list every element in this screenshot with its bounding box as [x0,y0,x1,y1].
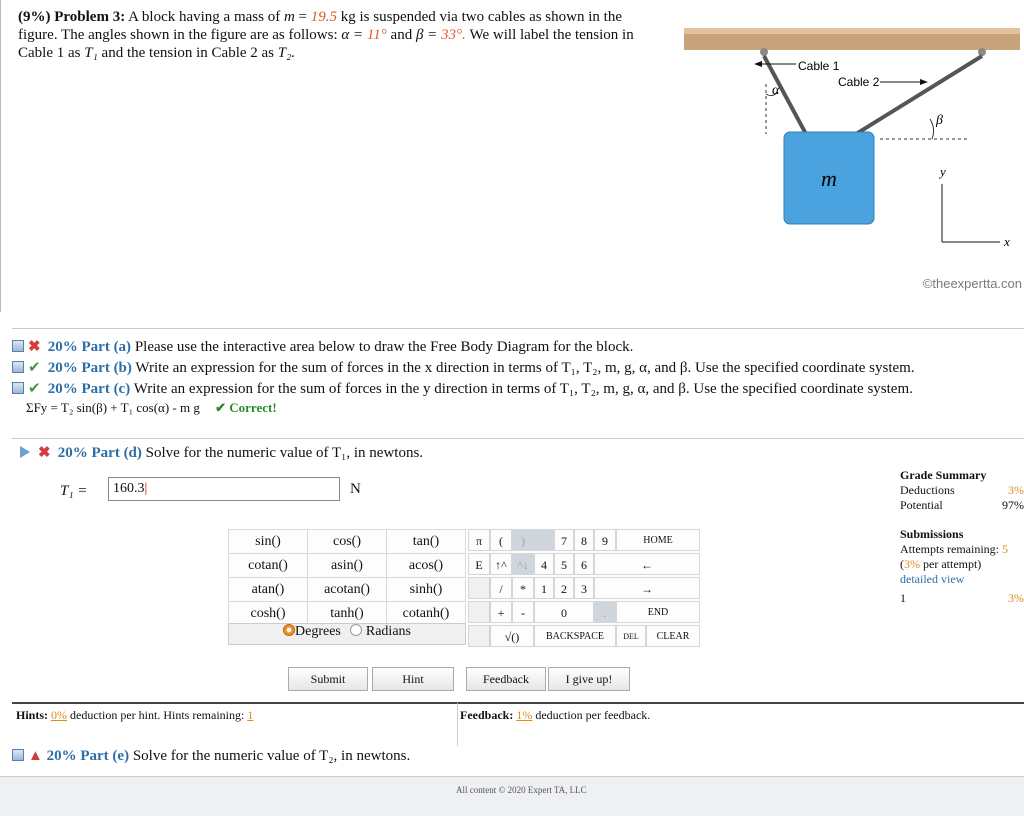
cable-2-line [856,56,982,134]
key-rparen[interactable]: ) [512,529,534,551]
t2-var: T₂. [277,45,296,61]
key-del[interactable]: DEL [616,625,646,647]
part-b-label: 20% Part (b) [47,360,132,376]
key-e[interactable]: E [468,553,490,575]
beta-arc [930,119,934,139]
function-key-cotan[interactable]: cotan() [229,554,308,578]
submission-row [900,591,1024,606]
part-e-label: 20% Part (e) [46,748,130,764]
attempts-label: Attempts remaining: [900,542,999,556]
function-key-sinh[interactable]: sinh() [387,578,466,602]
key-3[interactable]: 3 [574,577,594,599]
function-grid [228,529,466,626]
anchor-right [978,48,986,56]
degrees-label: Degrees [295,624,341,639]
key-6[interactable]: 6 [574,553,594,575]
feedback-pct: 1% [516,708,533,722]
hints-remaining: 1 [247,708,254,722]
problem-label: (9%) Problem 3: [18,9,126,25]
alpha-value: 11° [366,27,387,43]
detailed-view-link[interactable]: detailed view [900,572,965,586]
part-a-text: Please use the interactive area below to draw the Free Body Diagram for the block. [134,339,634,355]
problem-text-3: We will label the tension in Cable 1 as [18,27,634,61]
key-down[interactable]: ^↓ [512,553,534,575]
key-sqrt[interactable]: √() [490,625,534,647]
beta-label: β [936,113,943,128]
part-e-row[interactable] [12,748,410,765]
attempts-value: 5 [1001,542,1008,556]
problem-text-4: and the tension in Cable 2 as [101,45,275,61]
function-row [229,530,466,554]
key-7[interactable]: 7 [554,529,574,551]
key-blank [534,529,554,551]
potential-label: Potential [900,498,943,512]
key-clear[interactable]: CLEAR [646,625,700,647]
function-key-cos[interactable]: cos() [308,530,387,554]
text-cursor: | [144,481,148,496]
key-backspace[interactable]: BACKSPACE [534,625,616,647]
feedback-panel [458,702,1024,746]
per-attempt: (3% per attempt) [900,557,982,571]
part-d-text: Solve for the numeric value of T₁, in newtons. [145,445,424,461]
y-axis-label: y [940,164,946,179]
part-e-text: Solve for the numeric value of T₂, in newtons. [132,748,411,764]
function-key-tanh[interactable]: tanh() [308,602,387,626]
deductions-label: Deductions [900,483,955,497]
angle-mode [228,623,466,645]
key-1[interactable]: 1 [534,577,554,599]
key-div[interactable]: / [490,577,512,599]
key-up[interactable]: ↑^ [490,553,512,575]
function-key-cosh[interactable]: cosh() [229,602,308,626]
function-key-atan[interactable]: atan() [229,578,308,602]
per-attempt-pct: 3% [904,557,920,571]
key-5[interactable]: 5 [554,553,574,575]
function-key-cotanh[interactable]: cotanh() [387,602,466,626]
beta-eq: β = [415,27,438,43]
submission-pct: 3% [1008,591,1024,605]
hints-pct: 0% [51,708,68,722]
alpha-label: α [772,83,780,98]
problem-text: A block having a mass of [128,9,281,25]
problem-statement [18,8,658,62]
figure-credit: ©theexpertta.con [922,276,1022,291]
degrees-radio[interactable] [283,624,295,636]
key-lparen[interactable]: ( [490,529,512,551]
check-icon: ✔ [28,360,41,376]
function-key-sin[interactable]: sin() [229,530,308,554]
function-row [229,602,466,626]
part-c-row[interactable] [12,379,913,398]
mass-eq: = [298,9,308,25]
hints-panel [12,702,458,746]
function-key-acos[interactable]: acos() [387,554,466,578]
cable-2-label: Cable 2 [838,75,880,89]
hints-label: Hints: [16,708,49,722]
function-row [229,578,466,602]
key-home[interactable]: HOME [616,529,700,551]
feedback-text: deduction per feedback. [535,708,651,722]
feedback-label: Feedback: [460,708,514,722]
x-axis-label: x [1004,234,1010,249]
deductions-value: 3% [1008,483,1024,497]
play-icon [20,446,30,458]
cable-1-arrowhead [754,61,762,67]
function-row [229,554,466,578]
check-icon: ✔ [28,381,41,397]
key-8[interactable]: 8 [574,529,594,551]
ceiling-highlight [684,28,1020,34]
incorrect-icon: ✖ [38,445,51,461]
key-dot[interactable]: . [594,601,616,623]
t1-var: T₁ [84,45,98,61]
warning-icon: ▲ [28,748,43,764]
hint-button[interactable]: Hint [372,667,454,691]
attempts-row [900,542,1024,557]
expand-icon[interactable] [12,749,24,761]
part-b-text: Write an expression for the sum of forces in the x direction in terms of T₁, T₂, m, g, α, and β. Use the specified coordinate system. [135,360,915,376]
t1-input-label: T₁ = [60,483,88,499]
submit-button[interactable]: Submit [288,667,368,691]
give-up-button[interactable]: I give up! [548,667,630,691]
problem-figure [680,24,1024,274]
part-b-row[interactable] [12,358,915,377]
submission-number: 1 [900,591,906,605]
function-key-asin[interactable]: asin() [308,554,387,578]
answer-value: 160.3 [113,481,145,496]
key-0[interactable]: 0 [534,601,594,623]
expand-icon[interactable] [12,361,24,373]
function-key-acotan[interactable]: acotan() [308,578,387,602]
per-attempt-text: per attempt) [923,557,982,571]
part-d-label: 20% Part (d) [57,445,142,461]
anchor-left [760,48,768,56]
part-d-panel [12,438,1024,744]
key-minus[interactable]: - [512,601,534,623]
radians-radio[interactable] [350,624,362,636]
potential-row [900,498,1024,513]
key-left[interactable]: ← [594,553,700,575]
part-a-label: 20% Part (a) [47,339,132,355]
key-blank-4 [468,625,490,647]
submissions-title: Submissions [900,527,964,541]
part-d-header[interactable] [20,443,423,462]
key-pi[interactable]: π [468,529,490,551]
feedback-button[interactable]: Feedback [466,667,546,691]
hints-text: deduction per hint. Hints remaining: [70,708,245,722]
key-mul[interactable]: * [512,577,534,599]
mass-value: 19.5 [310,9,338,25]
function-key-tan[interactable]: tan() [387,530,466,554]
grade-summary [900,468,1024,606]
potential-value: 97% [1002,498,1024,512]
key-blank-3 [468,601,490,623]
key-9[interactable]: 9 [594,529,616,551]
collapse-icon[interactable] [12,382,24,394]
cable-1-label: Cable 1 [798,59,840,73]
incorrect-icon: ✖ [28,339,41,355]
problem-text-2: kg is suspended via two cables as shown in the figure. The angles shown in the figure are as follows: [18,9,622,43]
copyright-text: All content © 2020 Expert TA, LLC [456,785,587,795]
key-right[interactable]: → [594,577,700,599]
footer [0,776,1024,816]
key-blank-2 [468,577,490,599]
part-a-row[interactable] [12,337,633,356]
grade-title: Grade Summary [900,468,987,482]
alpha-eq: α = [341,27,364,43]
answer-expression: ΣFy = T₂ sin(β) + T₁ cos(α) - m g [26,400,200,415]
beta-value: 33°. [441,27,466,43]
cable-2-arrowhead [920,79,928,85]
part-c-label: 20% Part (c) [47,381,131,397]
unit-label: N [350,481,361,497]
t1-answer-input[interactable] [108,477,340,501]
correct-badge: ✔ Correct! [215,400,277,415]
key-4[interactable]: 4 [534,553,554,575]
part-c-text: Write an expression for the sum of forces in the y direction in terms of T₁, T₂, m, g, α, and β. Use the specified coordinate system. [133,381,913,397]
radians-label: Radians [365,624,411,639]
key-2[interactable]: 2 [554,577,574,599]
part-c-answer [26,400,277,416]
expand-icon[interactable] [12,340,24,352]
deductions-row [900,483,1024,498]
key-plus[interactable]: + [490,601,512,623]
and-text: and [390,27,413,43]
block-label: m [821,166,837,191]
key-end[interactable]: END [616,601,700,623]
mass-var: m [283,9,295,25]
